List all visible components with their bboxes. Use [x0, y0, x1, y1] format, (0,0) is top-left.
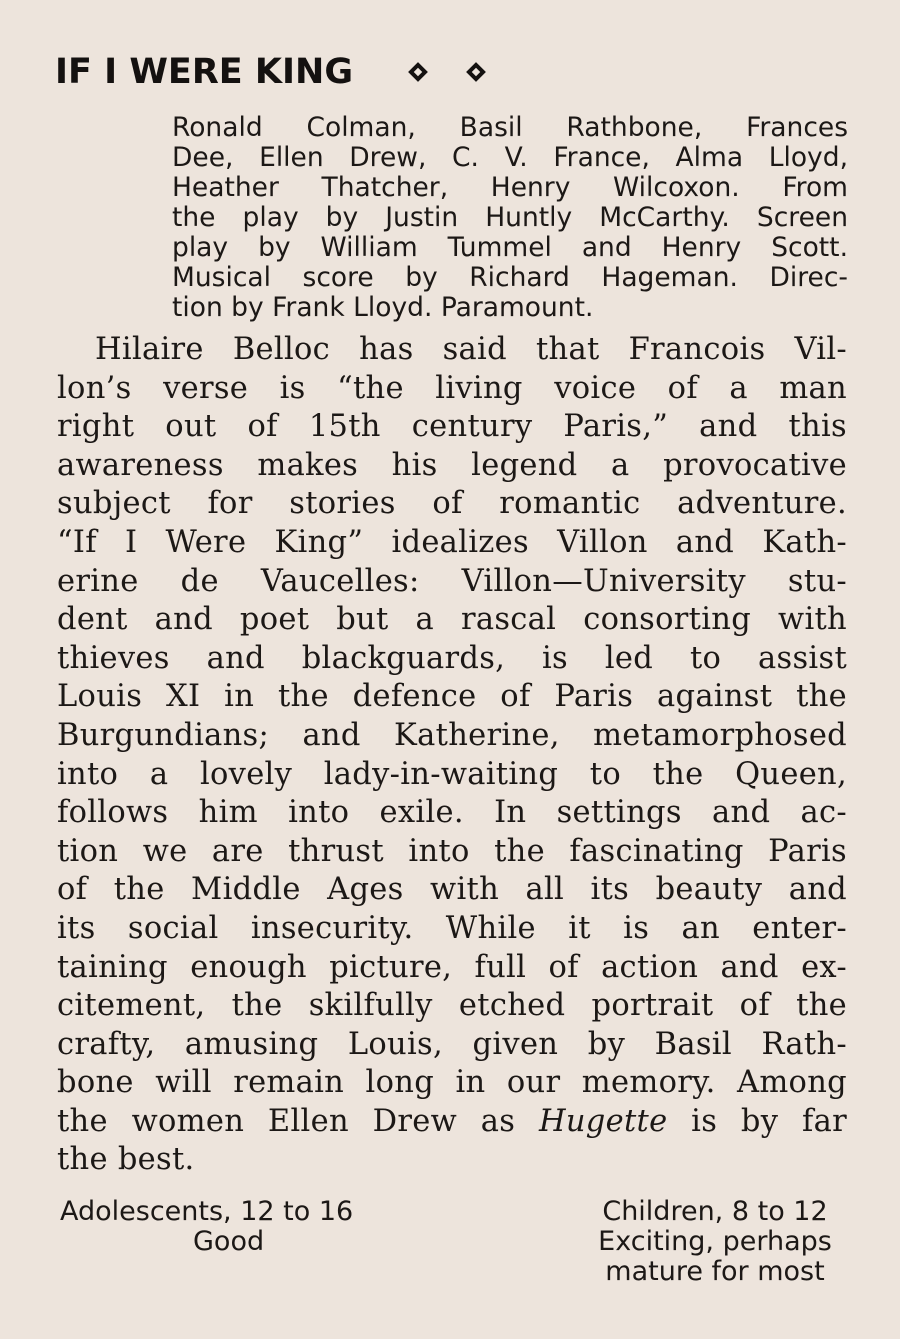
audience-verdict: Good: [193, 1226, 265, 1257]
body-line: follows him into exile. In settings and ac-: [57, 795, 847, 831]
body-line: citement, the skilfully etched portrait of the: [57, 988, 847, 1024]
diamond-icon: [466, 62, 486, 82]
credits-line: Musical score by Richard Hageman. Direc-: [172, 262, 848, 293]
body-line: [57, 1103, 847, 1142]
body-line: its social insecurity. While it is an enter-: [57, 910, 847, 946]
audience-verdict: Exciting, perhaps: [598, 1226, 832, 1257]
film-title: IF I WERE KING: [55, 52, 354, 92]
body-line: into a lovely lady-in-waiting to the Queen,: [57, 756, 847, 792]
body-line: bone will remain long in our memory. Among: [57, 1065, 847, 1101]
rating-marks: [411, 65, 483, 79]
review-header: [55, 52, 483, 92]
credits-line: Ronald Colman, Basil Rathbone, Frances: [172, 112, 848, 143]
rating-children: [575, 1197, 855, 1287]
body-text: is by far: [667, 1103, 847, 1139]
body-text: the women Ellen Drew as: [57, 1103, 539, 1139]
audience-label: Adolescents, 12 to 16: [60, 1196, 354, 1227]
body-line: Burgundians; and Katherine, metamorphosed: [57, 717, 847, 753]
rating-adolescents: [60, 1197, 410, 1257]
body-line: right out of 15th century Paris,” and this: [57, 409, 847, 445]
body-line: crafty, amusing Louis, given by Basil Rath-: [57, 1026, 847, 1062]
body-line: lon’s verse is “the living voice of a man: [57, 370, 847, 406]
body-line: subject for stories of romantic adventure.: [57, 486, 847, 522]
review-body: [57, 331, 847, 1180]
body-line: thieves and blackguards, is led to assist: [57, 640, 847, 676]
credits-line: Dee, Ellen Drew, C. V. France, Alma Lloyd,: [172, 142, 848, 173]
credits-line: play by William Tummel and Henry Scott.: [172, 232, 848, 263]
body-line: “If I Were King” idealizes Villon and Kath-: [57, 524, 847, 560]
credits-line: Heather Thatcher, Henry Wilcoxon. From: [172, 172, 848, 203]
body-line: tion we are thrust into the fascinating Paris: [57, 833, 847, 869]
body-line: awareness makes his legend a provocative: [57, 447, 847, 483]
body-line: dent and poet but a rascal consorting with: [57, 602, 847, 638]
credits-line: the play by Justin Huntly McCarthy. Screen: [172, 202, 848, 233]
body-line: Hilaire Belloc has said that Francois Vil-: [95, 332, 847, 367]
diamond-icon: [408, 62, 428, 82]
body-line: taining enough picture, full of action and ex-: [57, 949, 847, 985]
character-name: Hugette: [538, 1103, 668, 1139]
body-line: Louis XI in the defence of Paris against the: [57, 679, 847, 715]
audience-verdict: mature for most: [605, 1256, 825, 1287]
body-line: erine de Vaucelles: Villon—University stu-: [57, 563, 847, 599]
credits-block: [172, 113, 848, 323]
audience-label: Children, 8 to 12: [602, 1196, 828, 1227]
credits-line: tion by Frank Lloyd. Paramount.: [172, 292, 594, 323]
body-line: of the Middle Ages with all its beauty and: [57, 872, 847, 908]
body-line: the best.: [57, 1142, 195, 1178]
